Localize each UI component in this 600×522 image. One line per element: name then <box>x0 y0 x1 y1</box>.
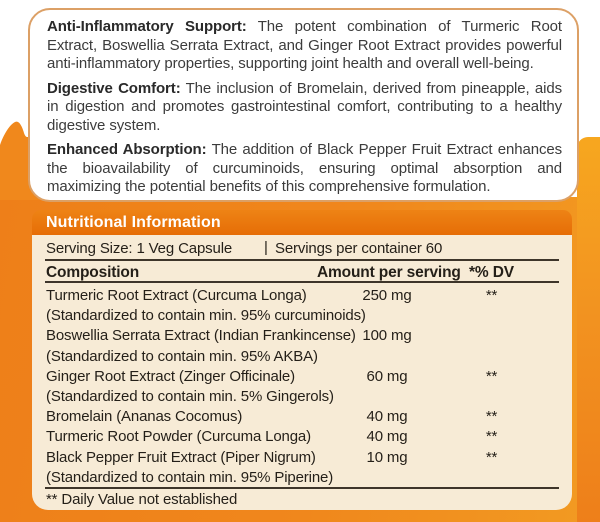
daily-value-footnote: ** Daily Value not established <box>46 491 238 508</box>
benefit-paragraph-digestive <box>47 80 562 136</box>
table-row <box>32 347 572 367</box>
ingredient-name: Ginger Root Extract (Zinger Officinale) <box>46 367 295 385</box>
nutrition-panel <box>32 235 572 510</box>
table-row <box>32 448 572 468</box>
ingredient-name: Bromelain (Ananas Cocomus) <box>46 408 243 426</box>
ingredient-dv: ** <box>485 408 498 426</box>
table-row <box>32 367 572 387</box>
ingredient-name: Turmeric Root Powder (Curcuma Longa) <box>46 428 311 446</box>
ingredient-name: Turmeric Root Extract (Curcuma Longa) <box>46 287 307 304</box>
ingredient-amount: 250 mg <box>362 287 412 304</box>
ingredient-amount: 10 mg <box>366 448 408 466</box>
table-row <box>32 387 572 407</box>
ingredient-dv: ** <box>485 287 498 304</box>
benefit-paragraph-anti-inflammatory <box>47 18 562 74</box>
ingredient-name: (Standardized to contain min. 95% curcuminoids) <box>46 307 366 325</box>
divider-line <box>45 281 559 283</box>
ingredient-name: (Standardized to contain min. 95% Piperine) <box>46 468 334 486</box>
table-row <box>32 326 572 346</box>
benefit-body: The addition of Black Pepper Fruit Extract enhances the bioavailability of curcuminoids, ensuring optimal absorption and maximizing the potential benefits of this comprehensive formulation. <box>47 141 562 195</box>
ingredient-name: (Standardized to contain min. 95% AKBA) <box>46 347 318 365</box>
benefit-heading: Digestive Comfort: <box>47 79 181 97</box>
table-row <box>32 407 572 427</box>
column-header-composition: Composition <box>46 264 140 281</box>
ingredient-name: Boswellia Serrata Extract (Indian Frankincense) <box>46 327 356 345</box>
ingredient-name: (Standardized to contain min. 5% Gingerols) <box>46 387 334 405</box>
ingredient-dv: ** <box>485 367 498 385</box>
nutritional-information-header: Nutritional Information <box>32 210 572 235</box>
ingredient-name: Black Pepper Fruit Extract (Piper Nigrum) <box>46 448 316 466</box>
divider-line <box>45 259 559 261</box>
benefit-paragraph-absorption <box>47 141 562 197</box>
table-row <box>32 286 572 306</box>
benefit-heading: Enhanced Absorption: <box>47 141 207 158</box>
column-header-dv: *% DV <box>469 264 514 281</box>
table-row <box>32 306 572 326</box>
ingredient-dv: ** <box>485 448 498 466</box>
divider-line <box>45 487 559 489</box>
table-row <box>32 468 572 488</box>
serving-size: Serving Size: 1 Veg Capsule <box>46 240 233 257</box>
right-ribbon-shape <box>577 137 600 522</box>
servings-per-container: Servings per container 60 <box>275 240 443 257</box>
benefits-box <box>28 8 579 202</box>
ingredient-dv: ** <box>485 428 498 446</box>
benefit-body: The potent combination of Turmeric Root Extract, Boswellia Serrata Extract, and Ginger Root Extract provides powerful anti-inflammatory properties, supporting joint health and overall well-being. <box>47 18 562 72</box>
ingredient-amount: 40 mg <box>366 408 408 426</box>
column-header-amount: Amount per serving <box>317 264 461 281</box>
ingredient-amount: 100 mg <box>362 327 412 345</box>
benefit-heading: Anti-Inflammatory Support: <box>47 18 247 35</box>
benefit-body: The inclusion of Bromelain, derived from pineapple, aids in digestion and promotes gastrointestinal comfort, contributing to a healthy digestive system. <box>47 79 562 134</box>
ingredient-amount: 60 mg <box>366 367 408 385</box>
ingredient-rows <box>32 286 572 488</box>
serving-divider: | <box>264 239 268 256</box>
ingredient-amount: 40 mg <box>366 428 408 446</box>
table-row <box>32 427 572 447</box>
